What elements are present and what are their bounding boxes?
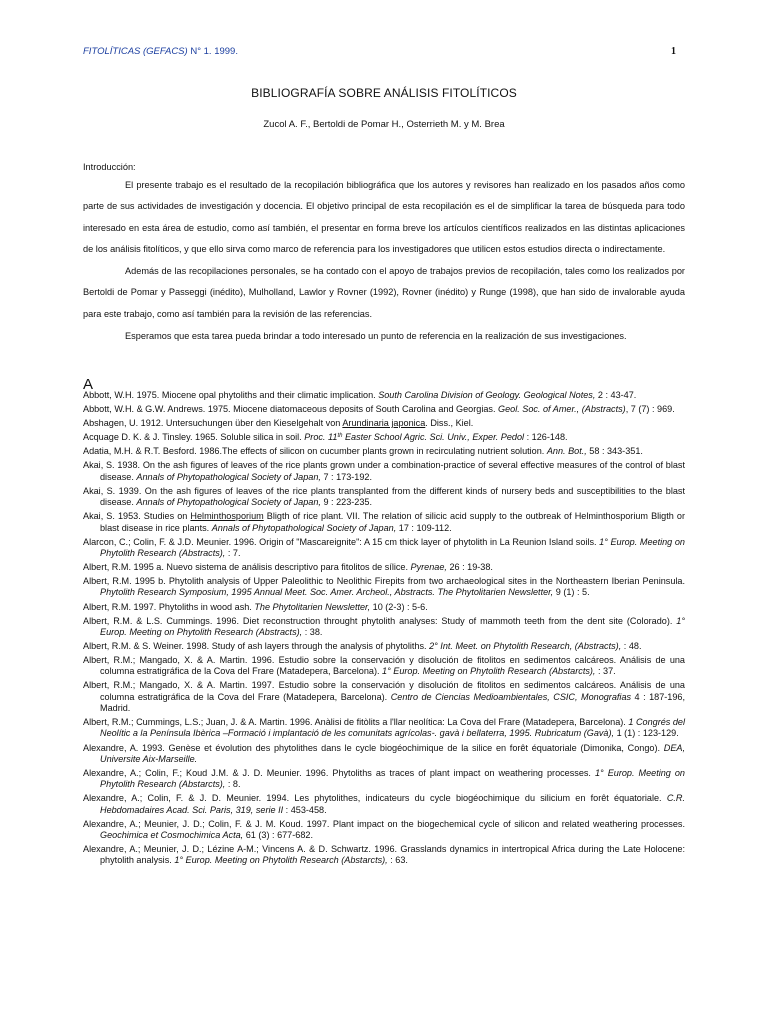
reference-entry [83, 819, 685, 842]
reference-entry [83, 793, 685, 816]
reference-text: Abbott, W.H. & G.W. Andrews. 1975. Miocene diatomaceous deposits of South Carolina and Georgias. [83, 404, 498, 415]
reference-entry [83, 562, 685, 573]
reference-text: 1° Europ. Meeting on Phytolith Research (Abstracts), [100, 536, 685, 558]
reference-text: C.R. Hebdomadaires Acad. Sci. Paris, 319, serie II [100, 793, 685, 815]
reference-text: Acquage D. K. & J. Tinsley. 1965. Soluble silica in soil. [83, 432, 305, 443]
reference-entry [83, 743, 685, 766]
running-header [83, 46, 676, 62]
reference-text: 1° Europ. Meeting on Phytolith Research (Abstarcts), [100, 767, 685, 790]
document-title: BIBLIOGRAFÍA SOBRE ANÁLISIS FITOLÍTICOS [251, 86, 517, 100]
reference-text: Ann. Bot., [546, 446, 587, 457]
reference-entry [83, 680, 685, 714]
reference-entry [83, 446, 685, 457]
intro-paragraph: Esperamos que esta tarea pueda brindar a todo interesado un punto de referencia en la realización de sus investigaciones. [125, 331, 627, 342]
reference-text: Alarcon, C.; Colin, F. & J.D. Meunier. 1996. Origin of "Mascareignite": A 15 cm thick layer of phytolith in La Reunion Island soils. [83, 536, 600, 547]
reference-text: 58 : 343-351. [586, 446, 643, 457]
reference-text: Albert, R.M.; Mangado, X. & A. Martin. 1996. Estudio sobre la conservación y disolución de fitolitos en sedimentos calcáreos. Análisis de una columna estratigráfica de la Cova del Frare (Matadepera, Barcelona). [83, 655, 685, 677]
introduction-section [83, 160, 685, 347]
reference-text: : 453-458. [283, 804, 327, 815]
reference-text: . Diss., Kiel. [425, 418, 474, 429]
reference-text: 2° Int. Meet. on Phytolith Research, (Abstracts), [429, 641, 622, 651]
reference-entry [83, 576, 685, 599]
reference-text: 17 : 109-112. [396, 522, 452, 533]
reference-text: 1° Europ. Meeting on Phytolith Research (Abstracts), [100, 615, 685, 637]
reference-text: 10 (2-3) : 5-6. [370, 601, 428, 612]
reference-entry [83, 390, 685, 401]
reference-text: Abshagen, U. 1912. Untersuchungen über den Kieselgehalt von [83, 418, 343, 429]
reference-text: Alexandre, A. 1993. Genèse et évolution des phytolithes dans le cycle biogéochimique de la silice en forêt équatoriale (Dimonika, Congo). [83, 742, 664, 753]
reference-entry [83, 768, 685, 791]
reference-entry [83, 460, 685, 483]
reference-text: Bligth of rice plant. VII. The relation of silicic acid supply to the outbreak of Helminthosporium Bligth or blast disease in rice plants. [100, 511, 685, 533]
reference-text: : 38. [302, 626, 323, 637]
reference-text: The Phytolitarien Newsletter, [254, 601, 371, 612]
reference-text: Arundinaria japonica [342, 418, 426, 429]
reference-text: Albert, R.M. 1997. Phytoliths in wood ash. [83, 601, 255, 612]
reference-list [83, 390, 685, 870]
reference-text: Geochimica et Cosmochimica Acta, [100, 830, 244, 841]
reference-text: 1 Congrés del Neolític a la Península Ibèrica –Formació i implantació de les comunitats agrícolas-. gavà i bellaterra, 1995. Rubricatum (Gavà), [100, 717, 686, 739]
reference-text: 26 : 19-38. [446, 562, 493, 573]
reference-text: DEA, Universite Aix-Marseille. [100, 742, 685, 764]
introduction-label: Introducción: [83, 162, 136, 172]
reference-text: Easter School Agric. Sci. Univ., Exper. Pedol [342, 432, 525, 443]
journal-issue: N° 1. 1999. [187, 46, 238, 57]
reference-text: Abbott, W.H. 1975. Miocene opal phytoliths and their climatic implication. [83, 390, 379, 400]
reference-text: Centro de Ciencias Medioambientales, CSIC, Monografias [390, 691, 632, 702]
reference-text: Albert, R.M. & S. Weiner. 1998. Study of ash layers through the analysis of phytoliths. [83, 641, 430, 651]
reference-text: South Carolina Division of Geology. Geological Notes, [378, 390, 596, 400]
reference-text: 1° Europ. Meeting on Phytolith Research (Abstarcts), [382, 666, 596, 677]
authors-line: Zucol A. F., Bertoldi de Pomar H., Osterrieth M. y M. Brea [263, 119, 505, 130]
reference-text: 1° Europ. Meeting on Phytolith Research (Abstarcts), [174, 855, 388, 866]
reference-text: Akai, S. 1939. On the ash figures of leaves of the rice plants transplanted from the different kinds of nursery beds and susceptibilities to the blast disease. [83, 485, 685, 508]
intro-paragraph: El presente trabajo es el resultado de la recopilación bibliográfica que los autores y revisores han realizado en los pasados años como parte de sus actividades de investigación y docencia. El objetivo principal de esta recopilación es el de simplificar la tarea de búsqueda para todo interesado en esta área de estudio, como así también, el presentar en forma breve los artículos científicos realizados en las distintas aplicaciones de los análisis fitolíticos, y que ello sirva como marco de referencia para los investigadores que utilicen estos estudios directa o indirectamente. [83, 180, 685, 254]
reference-entry [83, 404, 685, 415]
reference-text: Adatia, M.H. & R.T. Besford. 1986.The effects of silicon on cucumber plants grown in recirculating nutrient solution. [83, 446, 547, 457]
reference-entry [83, 641, 685, 652]
intro-paragraph: Además de las recopilaciones personales, se ha contado con el apoyo de trabajos previos de recopilación, tales como los realizados por Bertoldi de Pomar y Passeggi (inédito), Mulholland, Lawlor y Rovner (1992), Rovner (inédito) y Runge (1998), que han sido de invalorable ayuda para este trabajo, como así también para la revisión de las referencias. [83, 266, 685, 319]
reference-text: th [337, 433, 343, 440]
journal-name: FITOLÍTICAS (GEFACS) [83, 46, 188, 57]
reference-entry [83, 432, 685, 443]
reference-entry [83, 602, 685, 613]
reference-text: Alexandre, A.; Meunier, J. D.; Colin, F. & J. M. Koud. 1997. Plant impact on the biogechemical cycle of silicon and related weathering processes. [83, 818, 685, 829]
reference-entry [83, 616, 685, 639]
reference-text: Pyrenae, [410, 562, 447, 573]
reference-entry [83, 486, 685, 509]
reference-text: Albert, R.M.; Cummings, L.S.; Juan, J. & A. Martin. 1996. Anàlisi de fitòlits a l'llar neolítica: La Cova del Frare (Matadepera, Barcelona). [83, 717, 629, 728]
reference-text: : 126-148. [524, 432, 568, 443]
page-number: 1 [671, 46, 676, 57]
reference-entry [83, 511, 685, 534]
reference-text: Alexandre, A.; Colin, F.; Koud J.M. & J. D. Meunier. 1996. Phytoliths as traces of plant impact on weathering processes. [83, 767, 595, 778]
reference-text: 1 (1) : 123-129. [614, 728, 679, 739]
reference-text: : 48. [621, 641, 642, 651]
reference-entry [83, 418, 685, 429]
section-letter: A [83, 376, 94, 393]
reference-text: Akai, S. 1938. On the ash figures of leaves of the rice plants grown under a combination-practice of several effective measures of the control of blast disease. [83, 460, 685, 482]
reference-text: Albert, R.M. & L.S. Cummings. 1996. Diet reconstruction throught phytolith analyses: Study of mammoth teeth from the dent site (Colorado). [83, 615, 677, 626]
reference-text: 4 : 187-196, Madrid. [100, 691, 685, 714]
journal-citation [83, 46, 238, 57]
reference-text: 7 : 173-192. [320, 471, 373, 482]
reference-text: Albert, R.M. 1995 a. Nuevo sistema de análisis descriptivo para fitolitos de sílice. [83, 562, 411, 573]
reference-text: Helminthosporium [190, 511, 264, 522]
reference-text: 9 (1) : 5. [553, 587, 590, 598]
reference-text: Annals of Phytopathological Society of Japan, [211, 522, 397, 533]
reference-entry [83, 655, 685, 678]
reference-text: 9 : 223-235. [320, 497, 373, 508]
reference-text: Annals of Phytopathological Society of Japan, [136, 471, 321, 482]
reference-text: Geol. Soc. of Amer., (Abstracts) [498, 404, 626, 415]
reference-text: , 7 (7) : 969. [625, 404, 675, 415]
reference-text: Proc. 11 [304, 432, 338, 443]
reference-text: : 63. [387, 855, 408, 866]
reference-entry [83, 717, 685, 740]
reference-text: Alexandre, A.; Meunier, J. D.; Lézine A-M.; Vincens A. & D. Schwartz. 1996. Grasslands dynamics in intertropical Africa during the Late Holocene: phytolith analysis. [83, 844, 685, 866]
reference-text: 2 : 43-47. [595, 390, 637, 400]
reference-text: : 37. [595, 666, 616, 677]
reference-text: : 8. [225, 779, 241, 790]
reference-entry [83, 537, 685, 560]
reference-entry [83, 844, 685, 867]
reference-text: Akai, S. 1953. Studies on [83, 511, 191, 522]
reference-text: Albert, R.M. 1995 b. Phytolith analysis of Upper Paleolithic to Neolithic Firepits from two archaeological sites in the Northeastern Iberian Peninsula. [83, 576, 685, 587]
reference-text: Phytolith Research Symposium, 1995 Annual Meet. Soc. Amer. Archeol., Abstracts. The Phytolitarien Newsletter, [100, 587, 554, 598]
reference-text: : 7. [225, 547, 241, 558]
reference-text: Albert, R.M.; Mangado, X. & A. Martin. 1997. Estudio sobre la conservación y disolución de fitolitos en sedimentos calcáreos. Análisis de una columna estratigráfica de la Cova del Frare (Matadepera, Barcelona). [83, 680, 685, 702]
reference-text: Alexandre, A.; Colin, F. & J. D. Meunier. 1994. Les phytolithes, indicateurs du cycle biogéochimique du silicium en forêt équatoriale. [83, 793, 667, 804]
reference-text: Annals of Phytopathological Society of Japan, [136, 497, 321, 508]
reference-text: 61 (3) : 677-682. [243, 830, 313, 841]
